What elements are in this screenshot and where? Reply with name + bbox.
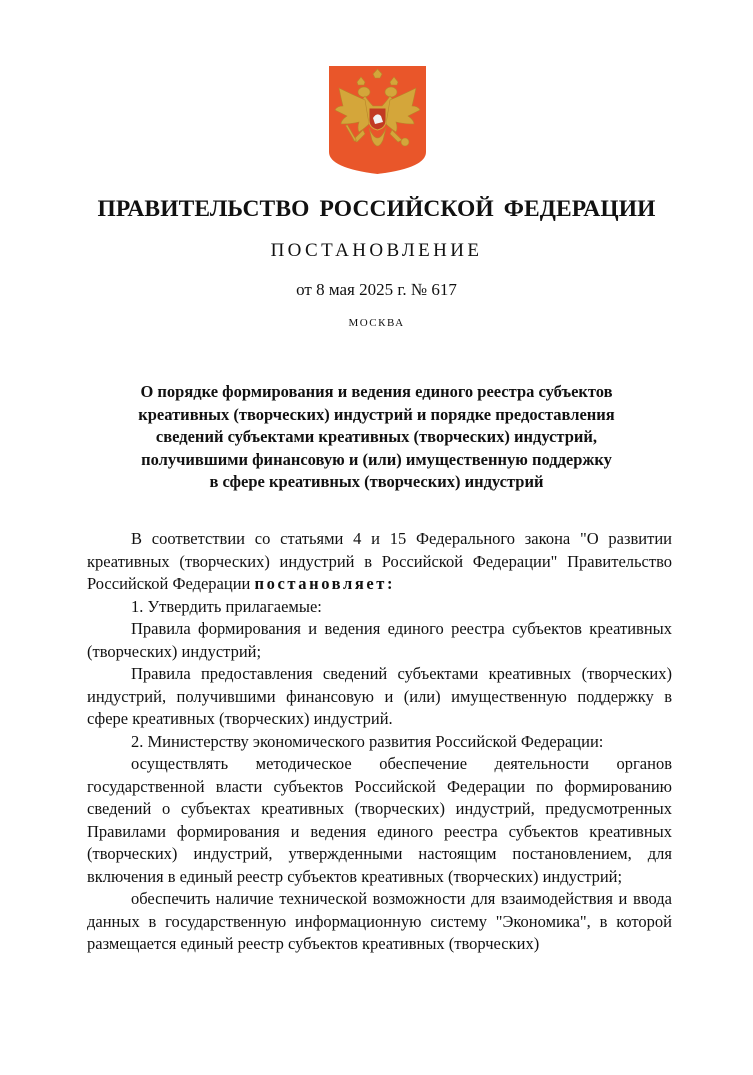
paragraph: Правила предоставления сведений субъектами креативных (творческих) индустрий, получившими финансовую и (или) имущественную поддержку в сфере креативных (творческих) индустрий. xyxy=(87,664,672,728)
coat-of-arms-icon xyxy=(329,66,426,174)
paragraph: осуществлять методическое обеспечение деятельности органов государственной власти субъектов Российской Федерации по формированию сведений о субъектах креативных (творческих) индустрий, предусмотренных Правилами формирования и ведения единого реестра субъектов креативных (творческих) индустрий, утвержденными настоящим постановлением, для включения в единый реестр субъектов креативных (творческих) индустрий; xyxy=(87,754,672,886)
heading-line: О порядке формирования и ведения единого реестра субъектов xyxy=(140,382,613,401)
heading-line: в сфере креативных (творческих) индустрий xyxy=(209,472,544,491)
paragraph: Правила формирования и ведения единого реестра субъектов креативных (творческих) индустрий; xyxy=(87,619,672,661)
document-date-number: от 8 мая 2025 г. № 617 xyxy=(296,280,457,299)
paragraph: 1. Утвердить прилагаемые: xyxy=(131,596,322,616)
document-heading xyxy=(100,381,653,494)
heading-line: креативных (творческих) индустрий и порядке предоставления xyxy=(138,404,615,424)
heading-line: сведений субъектами креативных (творческих) индустрий, xyxy=(155,427,598,446)
document-type: ПОСТАНОВЛЕНИЕ xyxy=(270,240,483,261)
paragraph-text: В соответствии со статьями 4 и 15 Федерального закона "О развитии креативных (творческих) индустрий в Российской Федерации" Правительство Российской Федерации xyxy=(87,529,672,593)
paragraph: 2. Министерству экономического развития Российской Федерации: xyxy=(131,731,604,751)
government-title: ПРАВИТЕЛЬСТВО РОССИЙСКОЙ ФЕДЕРАЦИИ xyxy=(97,196,656,222)
resolves-word: постановляет: xyxy=(254,574,396,593)
document-city: МОСКВА xyxy=(348,317,405,329)
heading-line: получившими финансовую и (или) имущественную поддержку xyxy=(141,449,612,469)
document-body xyxy=(87,528,672,956)
paragraph: обеспечить наличие технической возможности для взаимодействия и ввода данных в государственную информационную систему "Экономика", в которой размещается единый реестр субъектов креативных (творческих) xyxy=(87,889,672,953)
paragraph xyxy=(87,528,672,596)
